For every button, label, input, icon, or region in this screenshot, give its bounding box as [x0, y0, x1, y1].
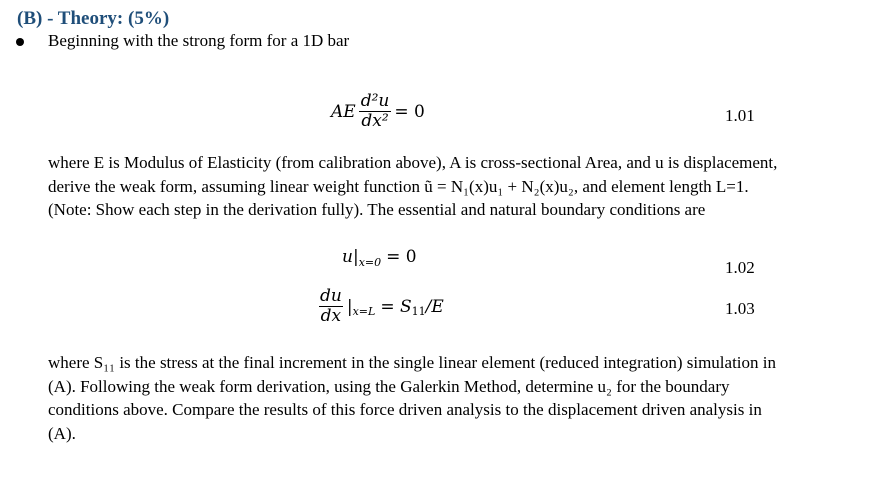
section-heading: (B) - Theory: (5%)	[17, 8, 170, 29]
paragraph-line: derive the weak form, assuming linear weight function ũ = N₁(x)u₁ + N₂(x)u₂, and element length L=1.	[48, 176, 749, 196]
equation-number-1-03: 1.03	[725, 299, 755, 318]
paragraph-galerkin	[48, 351, 832, 445]
equation-number-1-02: 1.02	[725, 258, 755, 277]
eq2-lhs: u|	[342, 247, 359, 267]
eq1-rhs: = 0	[394, 101, 425, 122]
eq1-prefix: AE	[331, 101, 356, 122]
paragraph-weak-form	[48, 151, 832, 222]
paragraph-line: where E is Modulus of Elasticity (from calibration above), A is cross-sectional Area, and u is displacement,	[48, 153, 778, 172]
eq2-rhs: = 0	[386, 247, 417, 267]
eq3-denominator: dx	[320, 306, 342, 326]
eq3-rhs: = S	[380, 296, 412, 317]
equation-1-03	[315, 287, 444, 326]
paragraph-line: (Note: Show each step in the derivation fully). The essential and natural boundary conditions are	[48, 200, 706, 219]
eq1-numerator: d²u	[360, 91, 390, 111]
eq3-fraction	[318, 287, 344, 326]
paragraph-line: (A).	[48, 423, 76, 443]
paragraph-line: where S₁₁ is the stress at the final increment in the single linear element (reduced integration) simulation in	[48, 353, 776, 372]
equation-number-1-01: 1.01	[725, 106, 755, 125]
eq2-subscript: x=0	[358, 255, 382, 269]
equation-1-01	[331, 92, 425, 131]
eq3-rhs-subscript: 11	[411, 305, 426, 318]
equation-1-02	[342, 247, 417, 267]
eq3-rhs-tail: /E	[425, 296, 444, 317]
bullet-text: Beginning with the strong form for a 1D bar	[48, 31, 350, 50]
eq1-fraction	[359, 92, 392, 131]
paragraph-line: conditions above. Compare the results of this force driven analysis to the displacement driven analysis in	[48, 400, 762, 419]
paragraph-line: (A). Following the weak form derivation, using the Galerkin Method, determine u₂ for the boundary	[48, 376, 730, 396]
bullet-icon	[16, 38, 24, 46]
eq3-numerator: du	[320, 286, 342, 306]
eq3-bar: |	[346, 296, 353, 317]
eq3-subscript: x=L	[352, 305, 376, 318]
eq1-denominator: dx²	[361, 111, 389, 131]
